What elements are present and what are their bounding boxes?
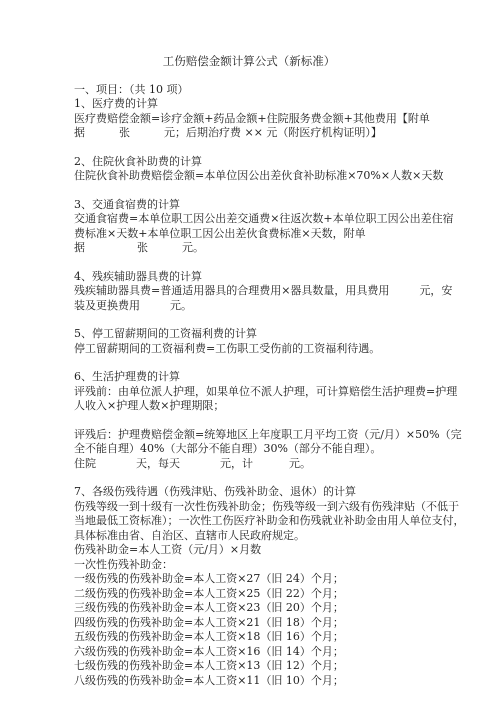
section-6-days-label: 天，每天 xyxy=(136,456,180,470)
section-1-line-1: 医疗费赔偿金额=诊疗金额+药品金额+住院服务费金额+其他费用【附单 xyxy=(74,111,430,125)
section-6-line-5 xyxy=(74,457,430,472)
section-7-line-5: 一次性伤残补助金： xyxy=(74,557,173,571)
section-3-line-3 xyxy=(74,241,430,256)
section-7-line-3: 具体标准由省、自治区、直辖市人民政府规定。 xyxy=(74,528,305,542)
grade-6-line: 六级伤残的伤残补助金=本人工资×16（旧 14）个月； xyxy=(74,644,344,658)
section-4-heading: 4、残疾辅助器具费的计算 xyxy=(74,269,202,283)
section-6-line-1: 评残前：由单位派人护理，如果单位不派人护理，可计算赔偿生活护理费=护理 xyxy=(74,384,458,398)
section-7-line-2: 当地最低工资标准）；一次性工伤医疗补助金和伤残就业补助金由用人单位支付， xyxy=(74,514,465,527)
section-4-install-unit: 元。 xyxy=(170,298,192,312)
section-4-fee-unit: 元，安 xyxy=(419,284,453,297)
section-7-heading: 7、各级伤残待遇（伤残津贴、伤残补助金、退休）的计算 xyxy=(74,485,356,498)
grade-1-line: 一级伤残的伤残补助金=本人工资×27（旧 24）个月； xyxy=(74,572,344,585)
section-1-line-2 xyxy=(74,126,430,141)
section-3-line-2: 费标准×天数+本单位职工因公出差伙食费标准×天数，附单 xyxy=(74,226,366,240)
section-1-count-label: 张 xyxy=(119,126,130,139)
section-6-heading: 6、生活护理费的计算 xyxy=(74,370,180,383)
section-4-line-2 xyxy=(74,299,430,314)
section-6-line-3: 评残后：护理费赔偿金额=统筹地区上年度职工月平均工资（元/月）×50%（完 xyxy=(74,427,462,441)
grade-5-line: 五级伤残的伤残补助金=本人工资×18（旧 16）个月； xyxy=(74,630,344,643)
section-5-line-1: 停工留薪期间的工资福利费=工伤职工受伤前的工资福利待遇。 xyxy=(74,341,381,355)
section-7-line-4: 伤残补助金=本人工资（元/月）×月数 xyxy=(74,543,262,556)
document-title: 工伤赔偿金额计算公式（新标准） xyxy=(162,54,336,68)
section-3-amount-text: 元。 xyxy=(182,241,204,254)
section-6-daily-label: 元，计 xyxy=(220,456,253,470)
section-6-hospital-label: 住院 xyxy=(74,456,96,470)
section-1-amount-text: 元；后期治疗费 ×× 元（附医疗机构证明）】 xyxy=(164,126,382,139)
grade-2-line: 二级伤残的伤残补助金=本人工资×25（旧 22）个月； xyxy=(74,586,344,600)
grade-7-line: 七级伤残的伤残补助金=本人工资×13（旧 12）个月； xyxy=(74,659,344,672)
section-1-heading: 1、医疗费的计算 xyxy=(74,97,158,110)
section-6-line-2: 人收入×护理人数×护理期限； xyxy=(74,399,225,412)
section-4-formula: 残疾辅助器具费=普通适用器具的合理费用×器具数量，用具费用 xyxy=(74,284,390,297)
section-5-heading: 5、停工留薪期间的工资福利费的计算 xyxy=(74,327,257,340)
section-7-line-1: 伤残等级一到十级有一次性伤残补助金；伤残等级一到六级有伤残津贴（不低于 xyxy=(74,499,459,513)
section-3-receipt-label: 据 xyxy=(74,241,85,254)
section-3-heading: 3、交通食宿费的计算 xyxy=(74,197,180,211)
section-3-count-label: 张 xyxy=(137,241,148,254)
section-1-receipt-label: 据 xyxy=(74,126,85,139)
grade-4-line: 四级伤残的伤残补助金=本人工资×21（旧 18）个月； xyxy=(74,615,344,629)
section-2-line-1: 住院伙食补助费赔偿金额=本单位因公出差伙食补助标准×70%×人数×天数 xyxy=(74,169,444,182)
intro-line: 一、项目：（共 10 项） xyxy=(74,82,189,96)
section-3-line-1: 交通食宿费=本单位职工因公出差交通费×往返次数+本单位职工因公出差住宿 xyxy=(74,212,454,225)
section-2-heading: 2、住院伙食补助费的计算 xyxy=(74,154,202,168)
section-4-line-1 xyxy=(74,284,453,299)
section-4-install-label: 装及更换费用 xyxy=(74,298,140,312)
section-6-line-4: 全不能自理）40%（大部分不能自理）30%（部分不能自理）。 xyxy=(74,442,382,455)
grade-3-line: 三级伤残的伤残补助金=本人工资×23（旧 20）个月； xyxy=(74,601,344,614)
grade-8-line: 八级伤残的伤残补助金=本人工资×11（旧 10）个月； xyxy=(74,673,344,687)
section-6-total-label: 元。 xyxy=(289,456,311,470)
